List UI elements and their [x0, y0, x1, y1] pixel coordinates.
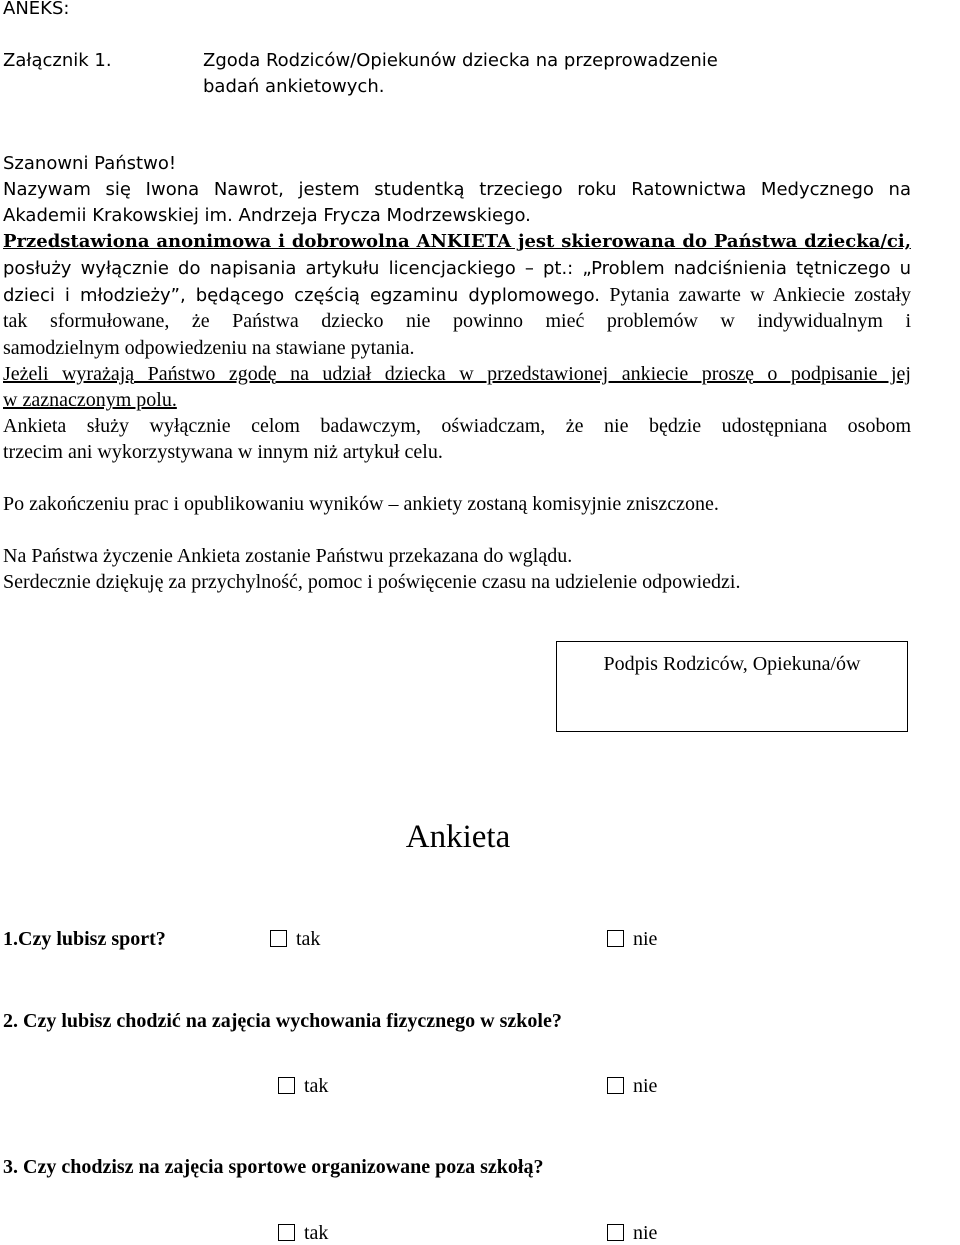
checkbox-icon[interactable]: [607, 1224, 624, 1241]
checkbox-icon[interactable]: [607, 1077, 624, 1094]
usage-line-2: trzecim ani wykorzystywana w innym niż artykuł celu.: [3, 441, 443, 463]
survey-title: Ankieta: [405, 819, 511, 855]
question-2-yes-option[interactable]: [278, 1075, 328, 1098]
attachment-label: Załącznik 1.: [3, 50, 112, 71]
consent-request-line-2: w zaznaczonym polu.: [3, 389, 177, 411]
option-label: tak: [304, 1075, 329, 1097]
checkbox-icon[interactable]: [278, 1224, 295, 1241]
option-label: nie: [633, 1222, 658, 1244]
checkbox-icon[interactable]: [278, 1077, 295, 1094]
survey-statement-line-5: samodzielnym odpowiedzeniu na stawiane pytania.: [3, 337, 415, 359]
survey-statement-line-4: tak sformułowane, że Państwa dziecko nie powinno mieć problemów w indywidualnym i: [3, 310, 911, 332]
question-1-no-option[interactable]: [607, 928, 657, 951]
survey-statement-part-a: dzieci i młodzieży”, będącego częścią egzaminu dyplomowego.: [3, 285, 601, 306]
question-3-no-option[interactable]: [607, 1222, 657, 1245]
question-1: 1.Czy lubisz sport?: [3, 928, 166, 950]
option-label: tak: [296, 928, 321, 950]
consent-request-line-1: Jeżeli wyrażają Państwo zgodę na udział dziecka w przedstawionej ankiecie proszę o podpisanie jej: [3, 363, 911, 385]
option-label: nie: [633, 1075, 658, 1097]
signature-label: Podpis Rodziców, Opiekuna/ów: [603, 653, 861, 675]
annex-label: ANEKS:: [3, 0, 70, 19]
greeting: Szanowni Państwo!: [3, 153, 177, 174]
question-2: 2. Czy lubisz chodzić na zajęcia wychowania fizycznego w szkole?: [3, 1010, 562, 1032]
question-3: 3. Czy chodzisz na zajęcia sportowe organizowane poza szkołą?: [3, 1156, 544, 1178]
survey-statement-line-1: Przedstawiona anonimowa i dobrowolna ANKIETA jest skierowana do Państwa dziecka/ci,: [3, 231, 911, 252]
destroy-notice: Po zakończeniu prac i opublikowaniu wyników – ankiety zostaną komisyjnie zniszczone.: [3, 493, 719, 515]
view-notice: Na Państwa życzenie Ankieta zostanie Państwu przekazana do wglądu.: [3, 545, 573, 567]
consent-title-line-2: badań ankietowych.: [203, 76, 385, 97]
survey-statement-line-3: [3, 284, 911, 307]
signature-box[interactable]: [556, 641, 908, 732]
survey-statement-part-b: Pytania zawarte w Ankiecie zostały: [600, 284, 912, 306]
option-label: nie: [633, 928, 658, 950]
question-2-no-option[interactable]: [607, 1075, 657, 1098]
intro-line-1: Nazywam się Iwona Nawrot, jestem studentką trzeciego roku Ratownictwa Medycznego na: [3, 179, 911, 200]
question-1-yes-option[interactable]: [270, 928, 320, 951]
checkbox-icon[interactable]: [607, 930, 624, 947]
thanks-line: Serdecznie dziękuję za przychylność, pomoc i poświęcenie czasu na udzielenie odpowiedzi.: [3, 571, 741, 593]
question-3-yes-option[interactable]: [278, 1222, 328, 1245]
consent-title-line-1: Zgoda Rodziców/Opiekunów dziecka na przeprowadzenie: [203, 50, 718, 71]
survey-statement-line-2: posłuży wyłącznie do napisania artykułu licencjackiego – pt.: „Problem nadciśnienia tętniczego u: [3, 258, 911, 279]
usage-line-1: Ankieta służy wyłącznie celom badawczym, oświadczam, że nie będzie udostępniana osobom: [3, 415, 911, 437]
option-label: tak: [304, 1222, 329, 1244]
intro-line-2: Akademii Krakowskiej im. Andrzeja Frycza Modrzewskiego.: [3, 205, 531, 226]
checkbox-icon[interactable]: [270, 930, 287, 947]
